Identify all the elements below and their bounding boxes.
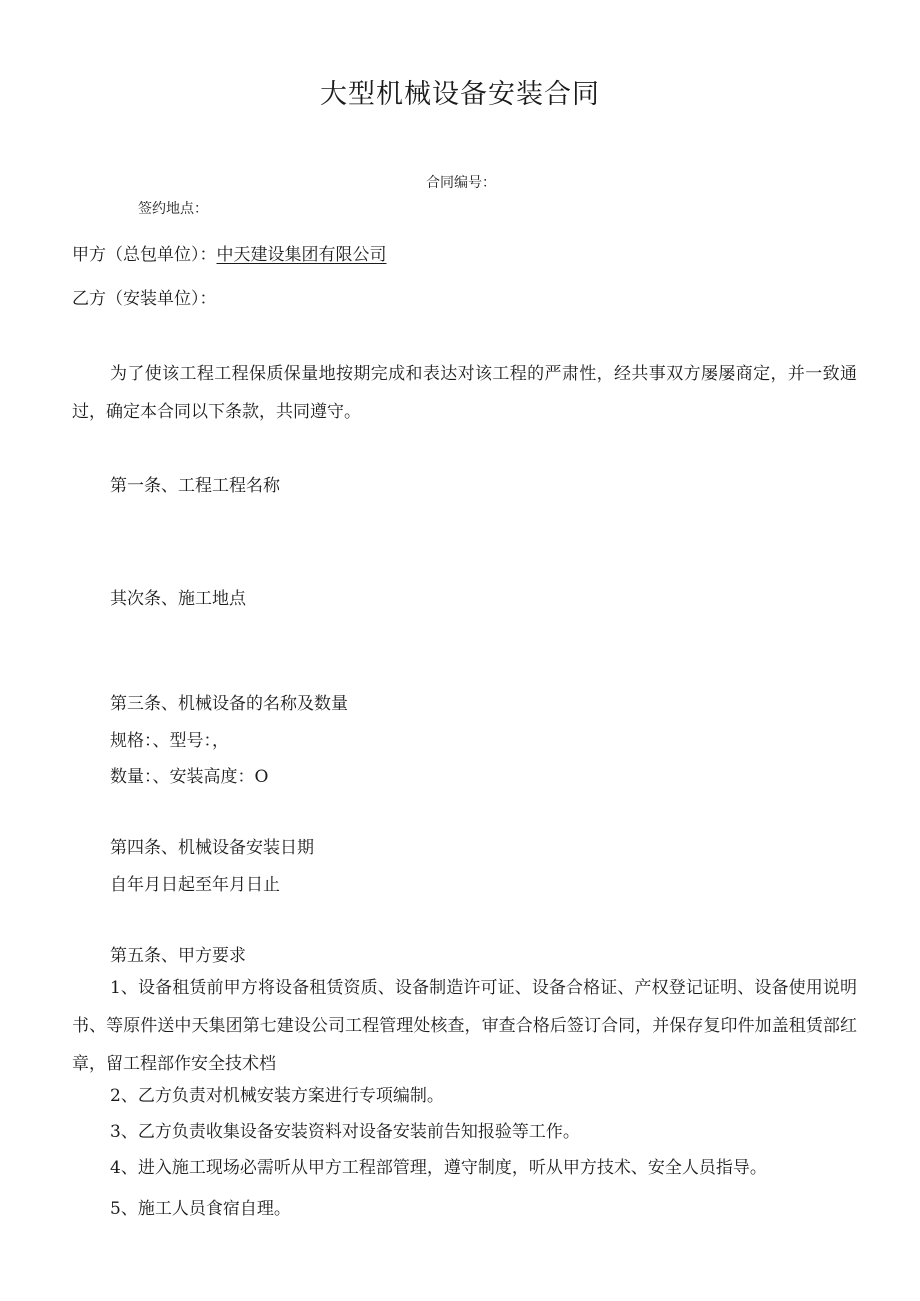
article-3-spec: 规格：、型号：，: [110, 731, 229, 751]
requirement-item-4: 4、进入施工现场必需听从甲方工程部管理，遵守制度，听从甲方技术、安全人员指导。: [110, 1158, 767, 1178]
article-4-date: 自年月日起至年月日止: [110, 875, 280, 895]
requirement-item-5: 5、施工人员食宿自理。: [110, 1199, 291, 1219]
party-a-label: 甲方（总包单位）：: [72, 245, 217, 265]
party-b-label: 乙方（安装单位）：: [72, 289, 217, 309]
party-a-value: 中天建设集团有限公司: [216, 245, 387, 265]
requirement-item-3: 3、乙方负责收集设备安装资料对设备安装前告知报验等工作。: [110, 1122, 580, 1142]
article-2-heading: 其次条、施工地点: [110, 589, 246, 609]
article-3-heading: 第三条、机械设备的名称及数量: [110, 694, 348, 714]
requirement-item-1: 1、设备租赁前甲方将设备租赁资质、设备制造许可证、设备合格证、产权登记证明、设备使用说明书、等原件送中天集团第七建设公司工程管理处核查，审查合格后签订合同，并保存复印件加盖租赁部红章，留工程部作安全技术档: [72, 978, 857, 1074]
document-title: 大型机械设备安装合同: [320, 79, 600, 110]
article-3-quantity: 数量：、安装高度：O: [110, 767, 269, 787]
contract-number-label: 合同编号：: [426, 175, 496, 191]
article-4-heading: 第四条、机械设备安装日期: [110, 838, 314, 858]
article-5-heading: 第五条、甲方要求: [110, 946, 246, 966]
party-a-line: [72, 240, 387, 265]
requirement-item-2: 2、乙方负责对机械安装方案进行专项编制。: [110, 1086, 444, 1106]
intro-paragraph: 为了使该工程工程保质保量地按期完成和表达对该工程的严肃性，经共事双方屡屡商定，并一致通过，确定本合同以下条款，共同遵守。: [72, 364, 857, 422]
article-1-heading: 第一条、工程工程名称: [110, 476, 280, 496]
sign-place-label: 签约地点：: [138, 201, 208, 217]
